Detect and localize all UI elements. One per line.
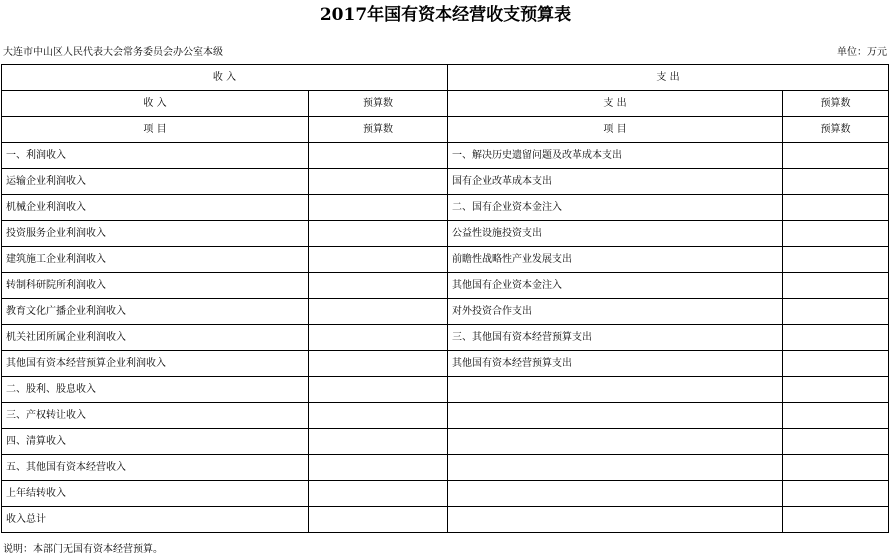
expense-item-cell: 一、解决历史遗留问题及改革成本支出: [448, 143, 783, 169]
table-row: [2, 143, 889, 169]
expense-budget-cell: [783, 143, 889, 169]
expense-item-cell: 对外投资合作支出: [448, 299, 783, 325]
header-row-sub: [2, 91, 889, 117]
header-row-item: [2, 117, 889, 143]
table-row: [2, 429, 889, 455]
expense-budget-cell: [783, 429, 889, 455]
table-row: [2, 247, 889, 273]
expense-item-cell: [448, 403, 783, 429]
income-item-cell: 其他国有资本经营预算企业利润收入: [2, 351, 309, 377]
table-row: [2, 377, 889, 403]
income-item-cell: 投资服务企业利润收入: [2, 221, 309, 247]
expense-item-cell: 国有企业改革成本支出: [448, 169, 783, 195]
expense-budget-cell: [783, 299, 889, 325]
income-item-cell: 建筑施工企业利润收入: [2, 247, 309, 273]
expense-budget-cell: [783, 507, 889, 533]
income-item-cell: 转制科研院所利润收入: [2, 273, 309, 299]
expense-item-cell: [448, 377, 783, 403]
table-row: [2, 325, 889, 351]
income-item-cell: 运输企业利润收入: [2, 169, 309, 195]
income-budget-cell: [309, 507, 448, 533]
income-item-cell: 教育文化广播企业利润收入: [2, 299, 309, 325]
expense-item-cell: [448, 455, 783, 481]
income-budget-cell: [309, 455, 448, 481]
expense-budget-cell: [783, 247, 889, 273]
expense-budget-cell: [783, 195, 889, 221]
income-item-cell: 三、产权转让收入: [2, 403, 309, 429]
income-budget-header-2: 预算数: [309, 117, 448, 143]
expense-item-header: 项 目: [448, 117, 783, 143]
income-budget-cell: [309, 403, 448, 429]
income-subheader: 收 入: [2, 91, 309, 117]
income-item-cell: 机械企业利润收入: [2, 195, 309, 221]
income-budget-cell: [309, 429, 448, 455]
expense-budget-cell: [783, 351, 889, 377]
income-item-cell: 二、股利、股息收入: [2, 377, 309, 403]
expense-budget-cell: [783, 273, 889, 299]
income-budget-cell: [309, 169, 448, 195]
expense-item-cell: 前瞻性战略性产业发展支出: [448, 247, 783, 273]
expense-item-cell: [448, 481, 783, 507]
table-row: [2, 403, 889, 429]
income-item-cell: 收入总计: [2, 507, 309, 533]
table-row: [2, 455, 889, 481]
page-title: 2017年国有资本经营收支预算表: [319, 5, 572, 25]
expense-budget-cell: [783, 221, 889, 247]
income-item-cell: 机关社团所属企业利润收入: [2, 325, 309, 351]
income-budget-cell: [309, 195, 448, 221]
income-item-cell: 上年结转收入: [2, 481, 309, 507]
expense-budget-cell: [783, 481, 889, 507]
income-budget-cell: [309, 351, 448, 377]
table-row: [2, 273, 889, 299]
footnote: 说明：本部门无国有资本经营预算。: [3, 544, 163, 555]
income-item-cell: 五、其他国有资本经营收入: [2, 455, 309, 481]
expense-budget-cell: [783, 169, 889, 195]
expense-item-cell: [448, 507, 783, 533]
header-row-main: [2, 65, 889, 91]
income-budget-cell: [309, 143, 448, 169]
income-header: 收 入: [2, 65, 448, 91]
expense-budget-cell: [783, 455, 889, 481]
income-budget-cell: [309, 299, 448, 325]
expense-item-cell: 公益性设施投资支出: [448, 221, 783, 247]
table-row: [2, 169, 889, 195]
table-row: [2, 507, 889, 533]
income-budget-cell: [309, 377, 448, 403]
budget-table: [1, 64, 889, 533]
income-budget-cell: [309, 273, 448, 299]
table-row: [2, 481, 889, 507]
expense-header: 支 出: [448, 65, 889, 91]
table-row: [2, 299, 889, 325]
expense-budget-cell: [783, 377, 889, 403]
expense-budget-header: 预算数: [783, 91, 889, 117]
table-row: [2, 351, 889, 377]
income-item-header: 项 目: [2, 117, 309, 143]
income-budget-header: 预算数: [309, 91, 448, 117]
expense-subheader: 支 出: [448, 91, 783, 117]
expense-item-cell: 二、国有企业资本金注入: [448, 195, 783, 221]
currency-unit: 单位：万元: [837, 47, 887, 58]
expense-budget-header-2: 预算数: [783, 117, 889, 143]
table-row: [2, 195, 889, 221]
expense-budget-cell: [783, 325, 889, 351]
unit-name: 大连市中山区人民代表大会常务委员会办公室本级: [3, 47, 223, 58]
income-budget-cell: [309, 221, 448, 247]
expense-item-cell: 其他国有资本经营预算支出: [448, 351, 783, 377]
expense-item-cell: 其他国有企业资本金注入: [448, 273, 783, 299]
table-row: [2, 221, 889, 247]
income-budget-cell: [309, 481, 448, 507]
expense-item-cell: 三、其他国有资本经营预算支出: [448, 325, 783, 351]
expense-item-cell: [448, 429, 783, 455]
income-budget-cell: [309, 247, 448, 273]
budget-table-body: [2, 65, 889, 533]
income-budget-cell: [309, 325, 448, 351]
income-item-cell: 一、利润收入: [2, 143, 309, 169]
income-item-cell: 四、清算收入: [2, 429, 309, 455]
expense-budget-cell: [783, 403, 889, 429]
